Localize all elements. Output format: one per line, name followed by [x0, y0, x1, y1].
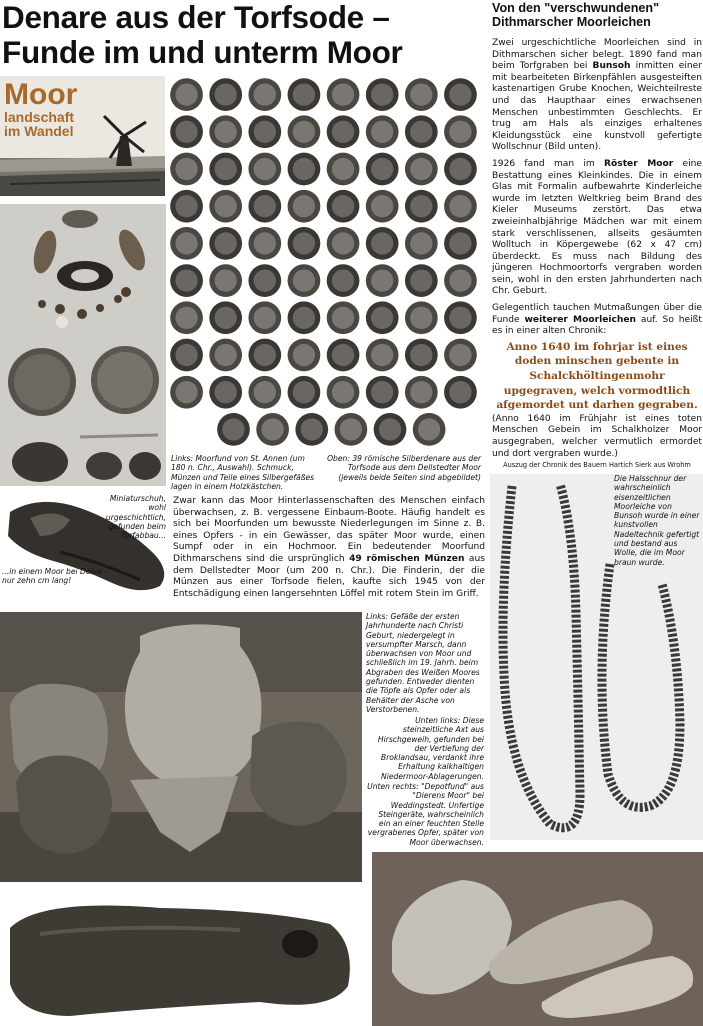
coin [335, 413, 368, 446]
coin [327, 339, 360, 372]
logo-line-3: im Wandel [4, 123, 74, 139]
coin [327, 78, 360, 111]
stone-tools-photo [372, 852, 703, 1026]
logo-moorlandschaft [0, 76, 165, 196]
coin [248, 301, 281, 334]
bunsoh: Bunsoh [592, 61, 631, 72]
coin [444, 227, 477, 260]
coin [288, 301, 321, 334]
coin [288, 190, 321, 223]
chronicle-translation: (Anno 1640 im Frühjahr ist eines toten Menschen Gebein im Schalkholzer Moor ausgegraben, welcher vermutlich ermordet und dort vergraben wurde.) [492, 413, 702, 459]
coin [405, 153, 438, 186]
caption-shoe-2: ...in einem Moor bei Delve – nur zehn cm lang! [2, 567, 109, 586]
coin [327, 190, 360, 223]
coin [444, 339, 477, 372]
coin [170, 153, 203, 186]
coin [413, 413, 446, 446]
coin [405, 78, 438, 111]
coin [288, 339, 321, 372]
coin [327, 227, 360, 260]
main-text-bold: 49 römischen Münzen [349, 553, 465, 564]
coin [327, 264, 360, 297]
coin [248, 227, 281, 260]
vessels-photo [0, 612, 362, 882]
st-annen-finds-photo [0, 204, 166, 486]
coin [170, 376, 203, 409]
coin [366, 376, 399, 409]
coin [170, 339, 203, 372]
main-text-a: Zwar kann das Moor Hinterlassenschaften des Menschen einfach überwachsen, z. B. vergessene Einbaum-Boote. Häufig handelt es sich bei Moorfunden um bewusste Niederlegungen im Sinne z. B. eines Opfers - in ein Gewässer, das später Moor wurde, einen Sumpf oder in ein Hochmoor. Ein bedeutender Moorfund Dithmarschens sind die ursprünglich [173, 496, 485, 564]
coin [170, 227, 203, 260]
logo-line-2: landschaft [4, 109, 75, 125]
coin [288, 376, 321, 409]
coin [405, 115, 438, 148]
coin [248, 264, 281, 297]
logo-word: Moor [4, 78, 78, 111]
coin [405, 339, 438, 372]
side-title-line-2: Dithmarscher Moorleichen [492, 15, 651, 29]
roester-moor: Röster Moor [604, 158, 674, 169]
main-text-b: aus dem Dellstedter Moor (um 200 n. Chr.). Die Finderin, der die Münzen aus einer Torfsode fielen, kaufte sich 1945 von der Entschädigung einen langersehnten Löffel mit rotem Stein im Griff. [173, 553, 486, 599]
coin [288, 153, 321, 186]
coin [209, 376, 242, 409]
coin [288, 115, 321, 148]
coin [366, 153, 399, 186]
coin [256, 413, 289, 446]
caption-axe: Unten links: Diese steinzeitliche Axt aus Hirschgeweih, gefunden bei der Vertiefung der Broklandsau, verdankt ihre Erhaltung kalkhaltigen Niedermoor-Ablagerungen. [377, 716, 484, 781]
side-paragraph-1: Zwei urgeschichtliche Moorleichen sind in Dithmarschen sicher belegt. 1890 fand man beim Torfgraben bei Bunsoh inmitten einer mit bearbeiteten Birkenpfählen ausgesteiften kastenartigen Grube Knochen, Weichteilreste und das Haupthaar eines erwachsenen Menschen unbestimmten Geschlechts. Er trug am Hals als einziges erhaltenes Kleidungsstück eine kunstvoll gefertigte Wollschnur (Bild unten). [492, 38, 703, 153]
coin [444, 115, 477, 148]
coin [327, 115, 360, 148]
coin [248, 153, 281, 186]
side-paragraph-2: 1926 fand man im Röster Moor eine Bestattung eines Kleinkindes. Die in einem Glas mit Formalin aufbewahrte Kinderleiche wurde im letzten Weltkrieg beim Brand des Kieler Museums zerstört. Das etwa zweieinhalbjährige Mädchen war mit einem stark verschlissenen, allseits gesäumten Wolltuch in Köpergewebe (62 x 47 cm) überdeckt. Es muss nach Bildung des jüngeren Hochmoortorfs vergraben worden sein, wohl in den ersten Jahrhunderten nach Chr. Geburt. [492, 158, 702, 297]
chronicle-quote: Anno 1640 im fohrjar ist eines doden minschen gebente in Schalckhöltingenmohr upgegraven, welch vormodtlich afgemordet unt darhen gegraben. [496, 340, 698, 412]
coin [209, 190, 242, 223]
caption-necklace: Die Halsschnur der wahrscheinlich eisenzeitlichen Moorleiche von Bunsoh wurde in einer kunstvollen Nadeltechnik gefertigt und bestand aus Wolle, die im Moor braun wurde. [614, 474, 700, 567]
coin [295, 413, 328, 446]
coin [170, 78, 203, 111]
headline [2, 0, 492, 70]
coin [209, 78, 242, 111]
coin [366, 190, 399, 223]
coin [209, 153, 242, 186]
coin [209, 301, 242, 334]
coin [170, 115, 203, 148]
coin [170, 190, 203, 223]
coin [405, 190, 438, 223]
coin [288, 78, 321, 111]
caption-shoe-1: Miniaturschuh, wohl urgeschichtlich, gefunden beim Torfabbau... [105, 494, 166, 541]
headline-line-2: Funde im und unterm Moor [2, 34, 403, 70]
coin [170, 264, 203, 297]
coin [366, 227, 399, 260]
coin [248, 78, 281, 111]
caption-st-annen: Links: Moorfund von St. Annen (um 180 n. Chr., Auswahl). Schmuck, Münzen und Teile eines Silbergefäßes lagen in einem Holzkästchen. [171, 454, 315, 491]
coin [366, 115, 399, 148]
coin [248, 190, 281, 223]
coin [444, 78, 477, 111]
caption-vessels: Links: Gefäße der ersten Jahrhunderte nach Christi Geburt, niedergelegt in versumpfter Marsch, dann überwachsen von Moor und schließlich im 19. Jahrh. beim Abgraben des Weißen Moores gefunden. Entweder dienten die Töpfe als Opfer oder als Behälter der Asche von Verstorbenen. [366, 612, 480, 714]
chronicle-source: Auszug der Chronik des Bauern Hartich Sierk aus Wrohm [503, 461, 691, 470]
main-text [173, 496, 485, 600]
caption-depot: Unten rechts: "Depotfund" aus "Dierens Moor" bei Weddingstedt. Unfertige Steingeräte, wahrscheinlich ein an einer feuchten Stelle vergrabenes Opfer, später von Moor überwachsen. [367, 782, 484, 847]
coin [366, 264, 399, 297]
coin [209, 339, 242, 372]
coin [209, 264, 242, 297]
side-title-line-1: Von den "verschwundenen" [492, 1, 660, 15]
coin [248, 339, 281, 372]
coin [327, 301, 360, 334]
coin [288, 264, 321, 297]
coin [374, 413, 407, 446]
coin [444, 264, 477, 297]
coin [366, 78, 399, 111]
coin [327, 376, 360, 409]
coin [248, 376, 281, 409]
coin [405, 264, 438, 297]
coin [444, 153, 477, 186]
coin [444, 190, 477, 223]
coin [209, 115, 242, 148]
coin [405, 376, 438, 409]
caption-coins: Oben: 39 römische Silberdenare aus der Torfsode aus dem Dellstedter Moor (jeweils beide Seiten sind abgebildet) [327, 454, 481, 482]
roman-coins-photo [167, 72, 480, 454]
headline-line-1: Denare aus der Torfsode – [2, 0, 390, 35]
coin [405, 227, 438, 260]
coin [217, 413, 250, 446]
coin [209, 227, 242, 260]
coin [405, 301, 438, 334]
coin [444, 376, 477, 409]
antler-axe-photo [0, 894, 362, 1026]
weitere-moorleichen: weiterer Moorleichen [524, 314, 636, 325]
coin [170, 301, 203, 334]
coin [366, 301, 399, 334]
coin [248, 115, 281, 148]
side-paragraph-3: Gelegentlich tauchen Mutmaßungen über die Funde weiterer Moorleichen auf. So heißt es in einer alten Chronik: [492, 303, 702, 337]
side-article-title [492, 1, 702, 29]
coin [288, 227, 321, 260]
side-article-body [492, 38, 702, 469]
coin [327, 153, 360, 186]
coin [366, 339, 399, 372]
coin [444, 301, 477, 334]
